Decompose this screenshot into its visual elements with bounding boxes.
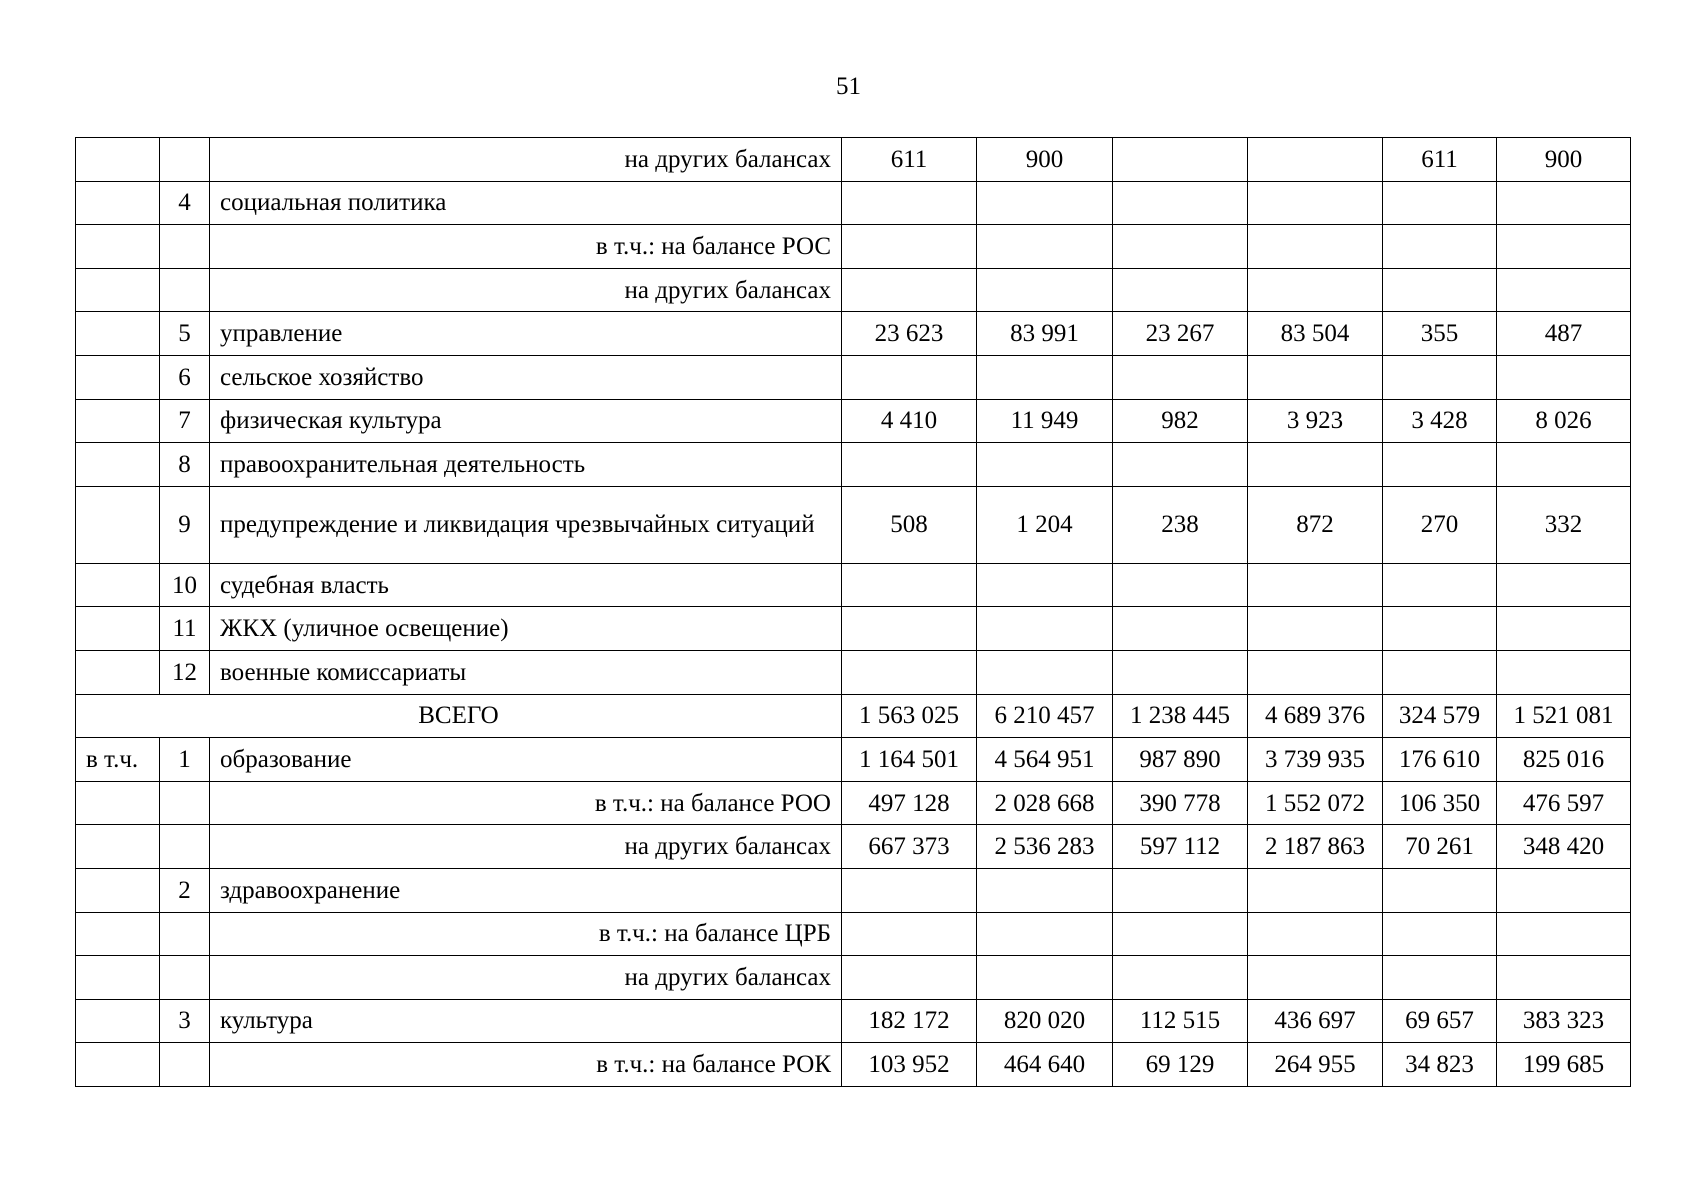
sub-item-name-cell: в т.ч.: на балансе РОК [210,1043,842,1087]
value-cell: 238 [1113,486,1248,563]
sub-item-name-cell: на других балансах [210,825,842,869]
value-cell: 112 515 [1113,999,1248,1043]
sub-item-name-cell: в т.ч.: на балансе РОС [210,225,842,269]
value-cell: 1 164 501 [842,738,977,782]
value-cell [1383,607,1497,651]
total-label: ВСЕГО [76,694,842,738]
value-cell: 611 [842,138,977,182]
value-cell: 34 823 [1383,1043,1497,1087]
row-number-cell [160,225,210,269]
value-cell: 83 504 [1248,312,1383,356]
group-cell [76,443,160,487]
value-cell [1113,355,1248,399]
table-row [76,486,1631,563]
value-cell: 2 536 283 [977,825,1113,869]
value-cell [1248,181,1383,225]
value-cell [842,355,977,399]
value-cell: 106 350 [1383,781,1497,825]
value-cell: 1 552 072 [1248,781,1383,825]
row-number-cell [160,912,210,956]
value-cell [1383,912,1497,956]
value-cell: 83 991 [977,312,1113,356]
row-number-cell: 11 [160,607,210,651]
row-number-cell [160,268,210,312]
value-cell [842,912,977,956]
value-cell: 355 [1383,312,1497,356]
table-row [76,1043,1631,1087]
table-row [76,225,1631,269]
budget-table [75,137,1631,1087]
value-cell: 900 [977,138,1113,182]
value-cell: 4 689 376 [1248,694,1383,738]
sub-item-name-cell: на других балансах [210,268,842,312]
value-cell: 900 [1497,138,1631,182]
value-cell: 3 923 [1248,399,1383,443]
row-number-cell [160,956,210,1000]
table-row [76,268,1631,312]
group-cell [76,912,160,956]
group-cell [76,1043,160,1087]
value-cell [1497,181,1631,225]
table-row [76,355,1631,399]
item-name-cell: здравоохранение [210,868,842,912]
value-cell: 487 [1497,312,1631,356]
value-cell: 6 210 457 [977,694,1113,738]
value-cell [1113,650,1248,694]
value-cell [842,225,977,269]
value-cell [1248,563,1383,607]
value-cell: 872 [1248,486,1383,563]
value-cell [977,650,1113,694]
group-cell [76,999,160,1043]
group-cell [76,650,160,694]
value-cell: 8 026 [1497,399,1631,443]
row-number-cell [160,781,210,825]
value-cell [977,225,1113,269]
value-cell [1497,868,1631,912]
value-cell [977,912,1113,956]
table-row [76,999,1631,1043]
table-body [76,138,1631,1087]
group-cell [76,956,160,1000]
value-cell [1383,225,1497,269]
value-cell [842,650,977,694]
row-number-cell: 10 [160,563,210,607]
table-row [76,956,1631,1000]
value-cell: 2 028 668 [977,781,1113,825]
sub-item-name-cell: на других балансах [210,138,842,182]
value-cell [1113,268,1248,312]
value-cell: 987 890 [1113,738,1248,782]
sub-item-name-cell: в т.ч.: на балансе РОО [210,781,842,825]
value-cell: 324 579 [1383,694,1497,738]
table-row [76,607,1631,651]
value-cell [842,956,977,1000]
value-cell: 199 685 [1497,1043,1631,1087]
value-cell [842,607,977,651]
row-number-cell [160,1043,210,1087]
value-cell [1383,650,1497,694]
value-cell: 1 563 025 [842,694,977,738]
value-cell [1383,355,1497,399]
value-cell [842,268,977,312]
group-cell [76,825,160,869]
value-cell [977,868,1113,912]
item-name-cell: физическая культура [210,399,842,443]
group-cell [76,138,160,182]
item-name-cell: сельское хозяйство [210,355,842,399]
item-name-cell: социальная политика [210,181,842,225]
group-cell [76,868,160,912]
item-name-cell: культура [210,999,842,1043]
table-row [76,312,1631,356]
table-row [76,868,1631,912]
value-cell: 383 323 [1497,999,1631,1043]
item-name-cell: образование [210,738,842,782]
value-cell [1383,868,1497,912]
value-cell: 1 238 445 [1113,694,1248,738]
value-cell [1248,443,1383,487]
sub-item-name-cell: в т.ч.: на балансе ЦРБ [210,912,842,956]
value-cell: 3 739 935 [1248,738,1383,782]
value-cell [1383,181,1497,225]
item-name-cell: предупреждение и ликвидация чрезвычайных ситуаций [210,486,842,563]
item-name-cell: судебная власть [210,563,842,607]
value-cell [1248,225,1383,269]
value-cell: 4 564 951 [977,738,1113,782]
value-cell: 103 952 [842,1043,977,1087]
value-cell [1497,956,1631,1000]
value-cell [977,181,1113,225]
table-row [76,563,1631,607]
value-cell: 390 778 [1113,781,1248,825]
value-cell [1248,956,1383,1000]
value-cell [1497,268,1631,312]
row-number-cell [160,138,210,182]
value-cell: 23 267 [1113,312,1248,356]
item-name-cell: военные комиссариаты [210,650,842,694]
value-cell [842,563,977,607]
row-number-cell: 3 [160,999,210,1043]
value-cell [1113,138,1248,182]
group-cell [76,781,160,825]
value-cell: 667 373 [842,825,977,869]
row-number-cell: 12 [160,650,210,694]
value-cell [1248,607,1383,651]
group-cell [76,225,160,269]
value-cell [1248,268,1383,312]
value-cell [1113,443,1248,487]
value-cell [1248,912,1383,956]
group-cell [76,399,160,443]
value-cell: 611 [1383,138,1497,182]
value-cell [1113,607,1248,651]
sub-item-name-cell: на других балансах [210,956,842,1000]
value-cell [1113,956,1248,1000]
item-name-cell: правоохранительная деятельность [210,443,842,487]
value-cell: 1 204 [977,486,1113,563]
table-row [76,825,1631,869]
row-number-cell: 4 [160,181,210,225]
item-name-cell: управление [210,312,842,356]
value-cell: 332 [1497,486,1631,563]
table-row [76,912,1631,956]
value-cell: 476 597 [1497,781,1631,825]
group-cell [76,181,160,225]
value-cell [1497,912,1631,956]
table-row [76,443,1631,487]
row-number-cell: 7 [160,399,210,443]
group-cell [76,563,160,607]
value-cell: 2 187 863 [1248,825,1383,869]
table-row [76,738,1631,782]
value-cell: 270 [1383,486,1497,563]
value-cell [1248,868,1383,912]
value-cell [1113,181,1248,225]
value-cell [977,563,1113,607]
value-cell [1383,563,1497,607]
value-cell: 597 112 [1113,825,1248,869]
value-cell: 1 521 081 [1497,694,1631,738]
value-cell: 982 [1113,399,1248,443]
value-cell [1248,650,1383,694]
value-cell [1113,225,1248,269]
value-cell [1248,138,1383,182]
table-row [76,399,1631,443]
page-number: 51 [836,73,861,100]
value-cell: 264 955 [1248,1043,1383,1087]
value-cell [1497,355,1631,399]
group-cell [76,486,160,563]
group-cell [76,268,160,312]
row-number-cell: 9 [160,486,210,563]
value-cell: 436 697 [1248,999,1383,1043]
value-cell: 23 623 [842,312,977,356]
value-cell: 820 020 [977,999,1113,1043]
value-cell [842,868,977,912]
group-cell [76,607,160,651]
value-cell [1497,563,1631,607]
value-cell: 70 261 [1383,825,1497,869]
row-number-cell: 1 [160,738,210,782]
row-number-cell: 2 [160,868,210,912]
value-cell [1113,912,1248,956]
value-cell [1113,563,1248,607]
value-cell [1497,607,1631,651]
value-cell [1248,355,1383,399]
total-row [76,694,1631,738]
value-cell: 176 610 [1383,738,1497,782]
value-cell [977,355,1113,399]
value-cell [1497,443,1631,487]
value-cell [977,956,1113,1000]
group-cell [76,355,160,399]
value-cell: 348 420 [1497,825,1631,869]
value-cell: 182 172 [842,999,977,1043]
row-number-cell: 6 [160,355,210,399]
value-cell [977,607,1113,651]
value-cell [1497,650,1631,694]
value-cell [1383,956,1497,1000]
value-cell [842,443,977,487]
value-cell: 3 428 [1383,399,1497,443]
value-cell: 508 [842,486,977,563]
value-cell [1383,443,1497,487]
value-cell: 4 410 [842,399,977,443]
value-cell: 69 657 [1383,999,1497,1043]
table-row [76,181,1631,225]
row-number-cell: 5 [160,312,210,356]
value-cell [1113,868,1248,912]
value-cell [977,268,1113,312]
table-row [76,650,1631,694]
value-cell [842,181,977,225]
group-cell [76,312,160,356]
row-number-cell: 8 [160,443,210,487]
value-cell [977,443,1113,487]
row-number-cell [160,825,210,869]
value-cell: 11 949 [977,399,1113,443]
table-row [76,781,1631,825]
value-cell: 497 128 [842,781,977,825]
value-cell: 464 640 [977,1043,1113,1087]
item-name-cell: ЖКХ (уличное освещение) [210,607,842,651]
table-row [76,138,1631,182]
value-cell: 69 129 [1113,1043,1248,1087]
value-cell: 825 016 [1497,738,1631,782]
value-cell [1383,268,1497,312]
value-cell [1497,225,1631,269]
group-cell: в т.ч. [76,738,160,782]
